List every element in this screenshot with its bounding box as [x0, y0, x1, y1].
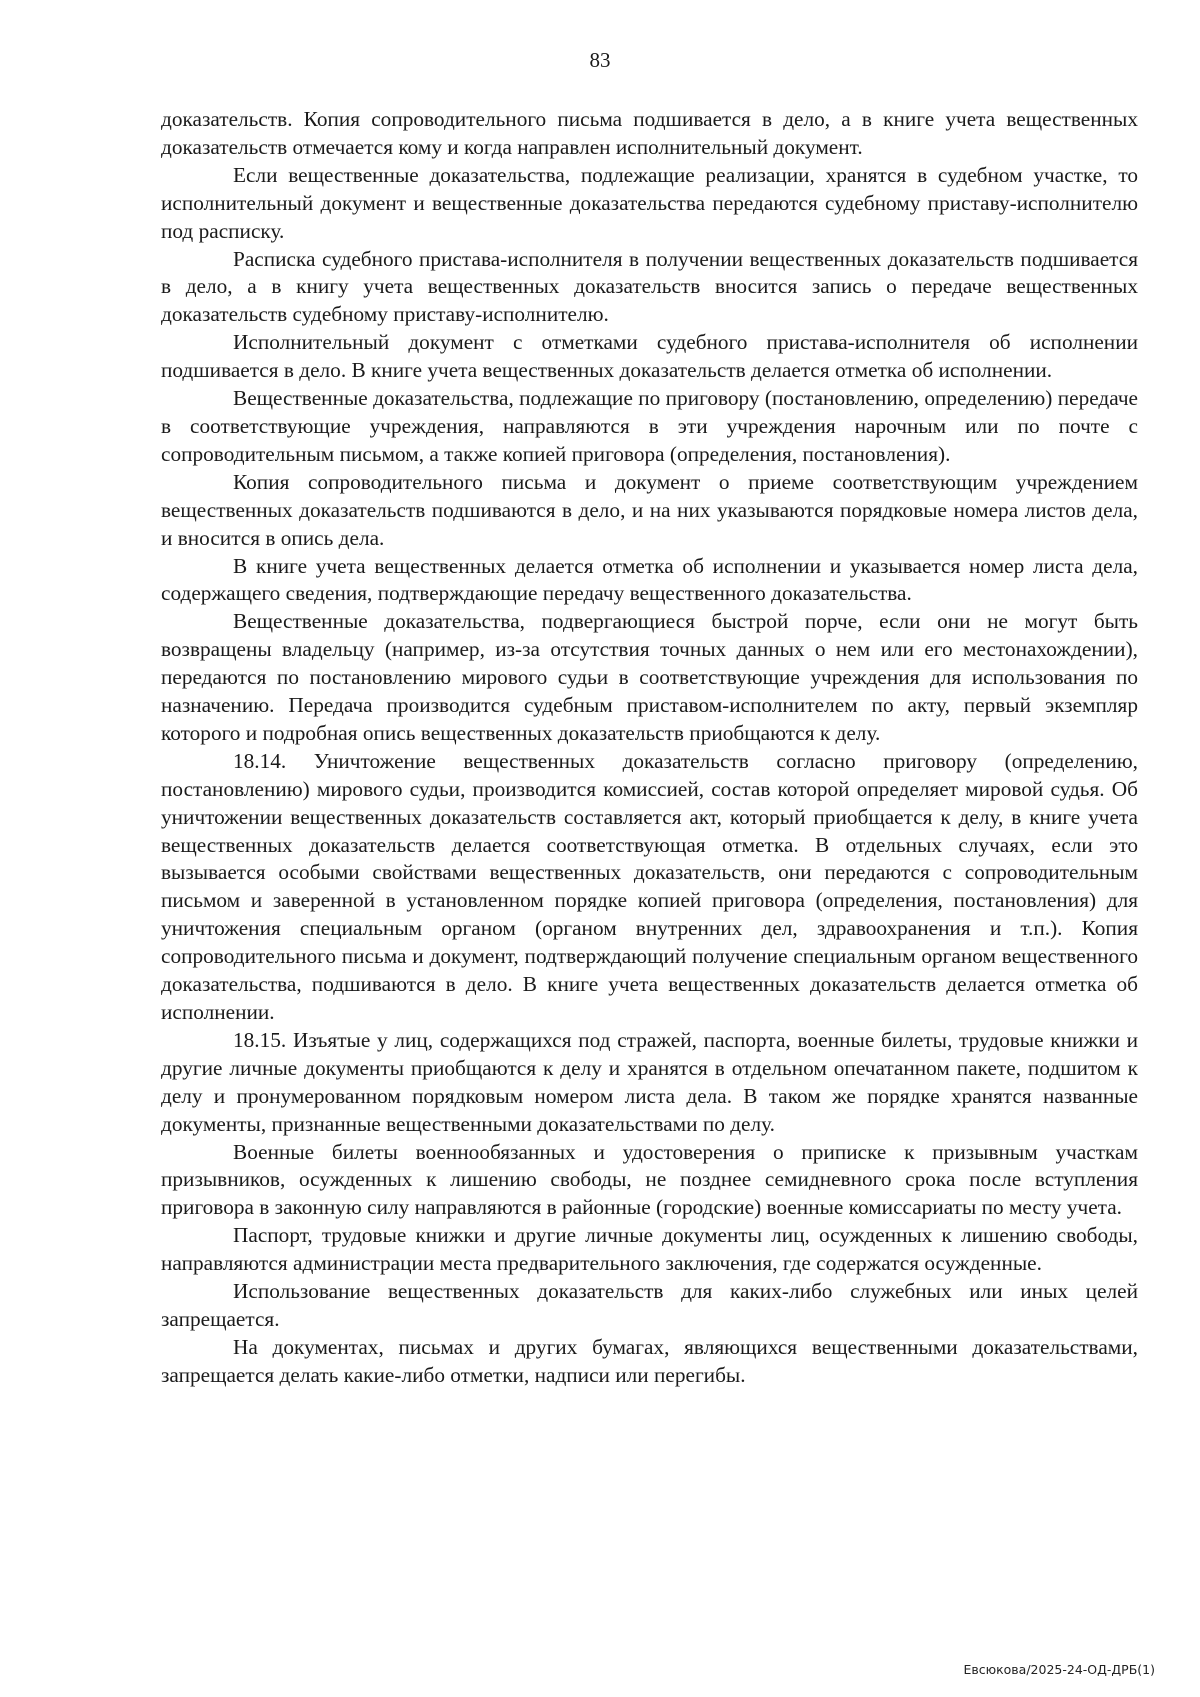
footer-document-reference: Евсюкова/2025-24-ОД-ДРБ(1)	[963, 1662, 1155, 1677]
paragraph: Вещественные доказательства, подвергающиеся быстрой порче, если они не могут быть возвращены владельцу (например, из-за отсутствия точных данных о нем или его местонахождении), передаются по постановлению мирового судьи в соответствующие учреждения для использования по назначению. Передача производится судебным приставом-исполнителем по акту, первый экземпляр которого и подробная опись вещественных доказательств приобщаются к делу.	[161, 609, 1138, 745]
paragraph: Исполнительный документ с отметками судебного пристава-исполнителя об исполнении подшивается в дело. В книге учета вещественных доказательств делается отметка об исполнении.	[161, 330, 1138, 383]
page-number: 83	[589, 48, 611, 72]
document-body	[161, 106, 1138, 1390]
paragraph: Расписка судебного пристава-исполнителя в получении вещественных доказательств подшивается в дело, а в книгу учета вещественных доказательств вносится запись о передаче вещественных доказательств судебному приставу-исполнителю.	[161, 246, 1138, 327]
paragraph-continuation: доказательств. Копия сопроводительного письма подшивается в дело, а в книге учета вещественных доказательств отмечается кому и когда направлен исполнительный документ.	[161, 107, 1138, 159]
paragraph: Вещественные доказательства, подлежащие по приговору (постановлению, определению) передаче в соответствующие учреждения, направляются в эти учреждения нарочным или по почте с сопроводительным письмом, а также копией приговора (определения, постановления).	[161, 386, 1138, 466]
paragraph: Копия сопроводительного письма и документ о приеме соответствующим учреждением вещественных доказательств подшиваются в дело, и на них указываются порядковые номера листов дела, и вносится в опись дела.	[161, 469, 1138, 550]
paragraph-section-18-15: 18.15. Изъятые у лиц, содержащихся под стражей, паспорта, военные билеты, трудовые книжки и другие личные документы приобщаются к делу и хранятся в отдельном опечатанном пакете, подшитом к делу и пронумерованном порядковым номером листа дела. В таком же порядке хранятся названные документы, признанные вещественными доказательствами по делу.	[161, 1027, 1138, 1136]
paragraph-section-18-14: 18.14. Уничтожение вещественных доказательств согласно приговору (определению, постановлению) мирового судьи, производится комиссией, состав которой определяет мировой судья. Об уничтожении вещественных доказательств составляется акт, который приобщается к делу, в книге учета вещественных доказательств делается соответствующая отметка. В отдельных случаях, если это вызывается особыми свойствами вещественных доказательств, они передаются с сопроводительным письмом и заверенной в установленном порядке копией приговора (определения, постановления) для уничтожения специальным органом (органом внутренних дел, здравоохранения и т.п.). Копия сопроводительного письма и документ, подтверждающий получение специальным органом вещественного доказательства, подшиваются в дело. В книге учета вещественных доказательств делается отметка об исполнении.	[161, 748, 1138, 1024]
paragraph: Если вещественные доказательства, подлежащие реализации, хранятся в судебном участке, то исполнительный документ и вещественные доказательства передаются судебному приставу-исполнителю под расписку.	[161, 162, 1138, 243]
paragraph: На документах, письмах и других бумагах, являющихся вещественными доказательствами, запрещается делать какие-либо отметки, надписи или перегибы.	[161, 1334, 1138, 1387]
paragraph: Паспорт, трудовые книжки и другие личные документы лиц, осужденных к лишению свободы, направляются администрации места предварительного заключения, где содержатся осужденные.	[161, 1223, 1138, 1276]
paragraph: Использование вещественных доказательств для каких-либо служебных или иных целей запрещается.	[161, 1279, 1138, 1331]
paragraph: В книге учета вещественных делается отметка об исполнении и указывается номер листа дела, содержащего сведения, подтверждающие передачу вещественного доказательства.	[161, 553, 1138, 606]
paragraph: Военные билеты военнообязанных и удостоверения о приписке к призывным участкам призывников, осужденных к лишению свободы, не позднее семидневного срока после вступления приговора в законную силу направляются в районные (городские) военные комиссариаты по месту учета.	[161, 1139, 1138, 1220]
